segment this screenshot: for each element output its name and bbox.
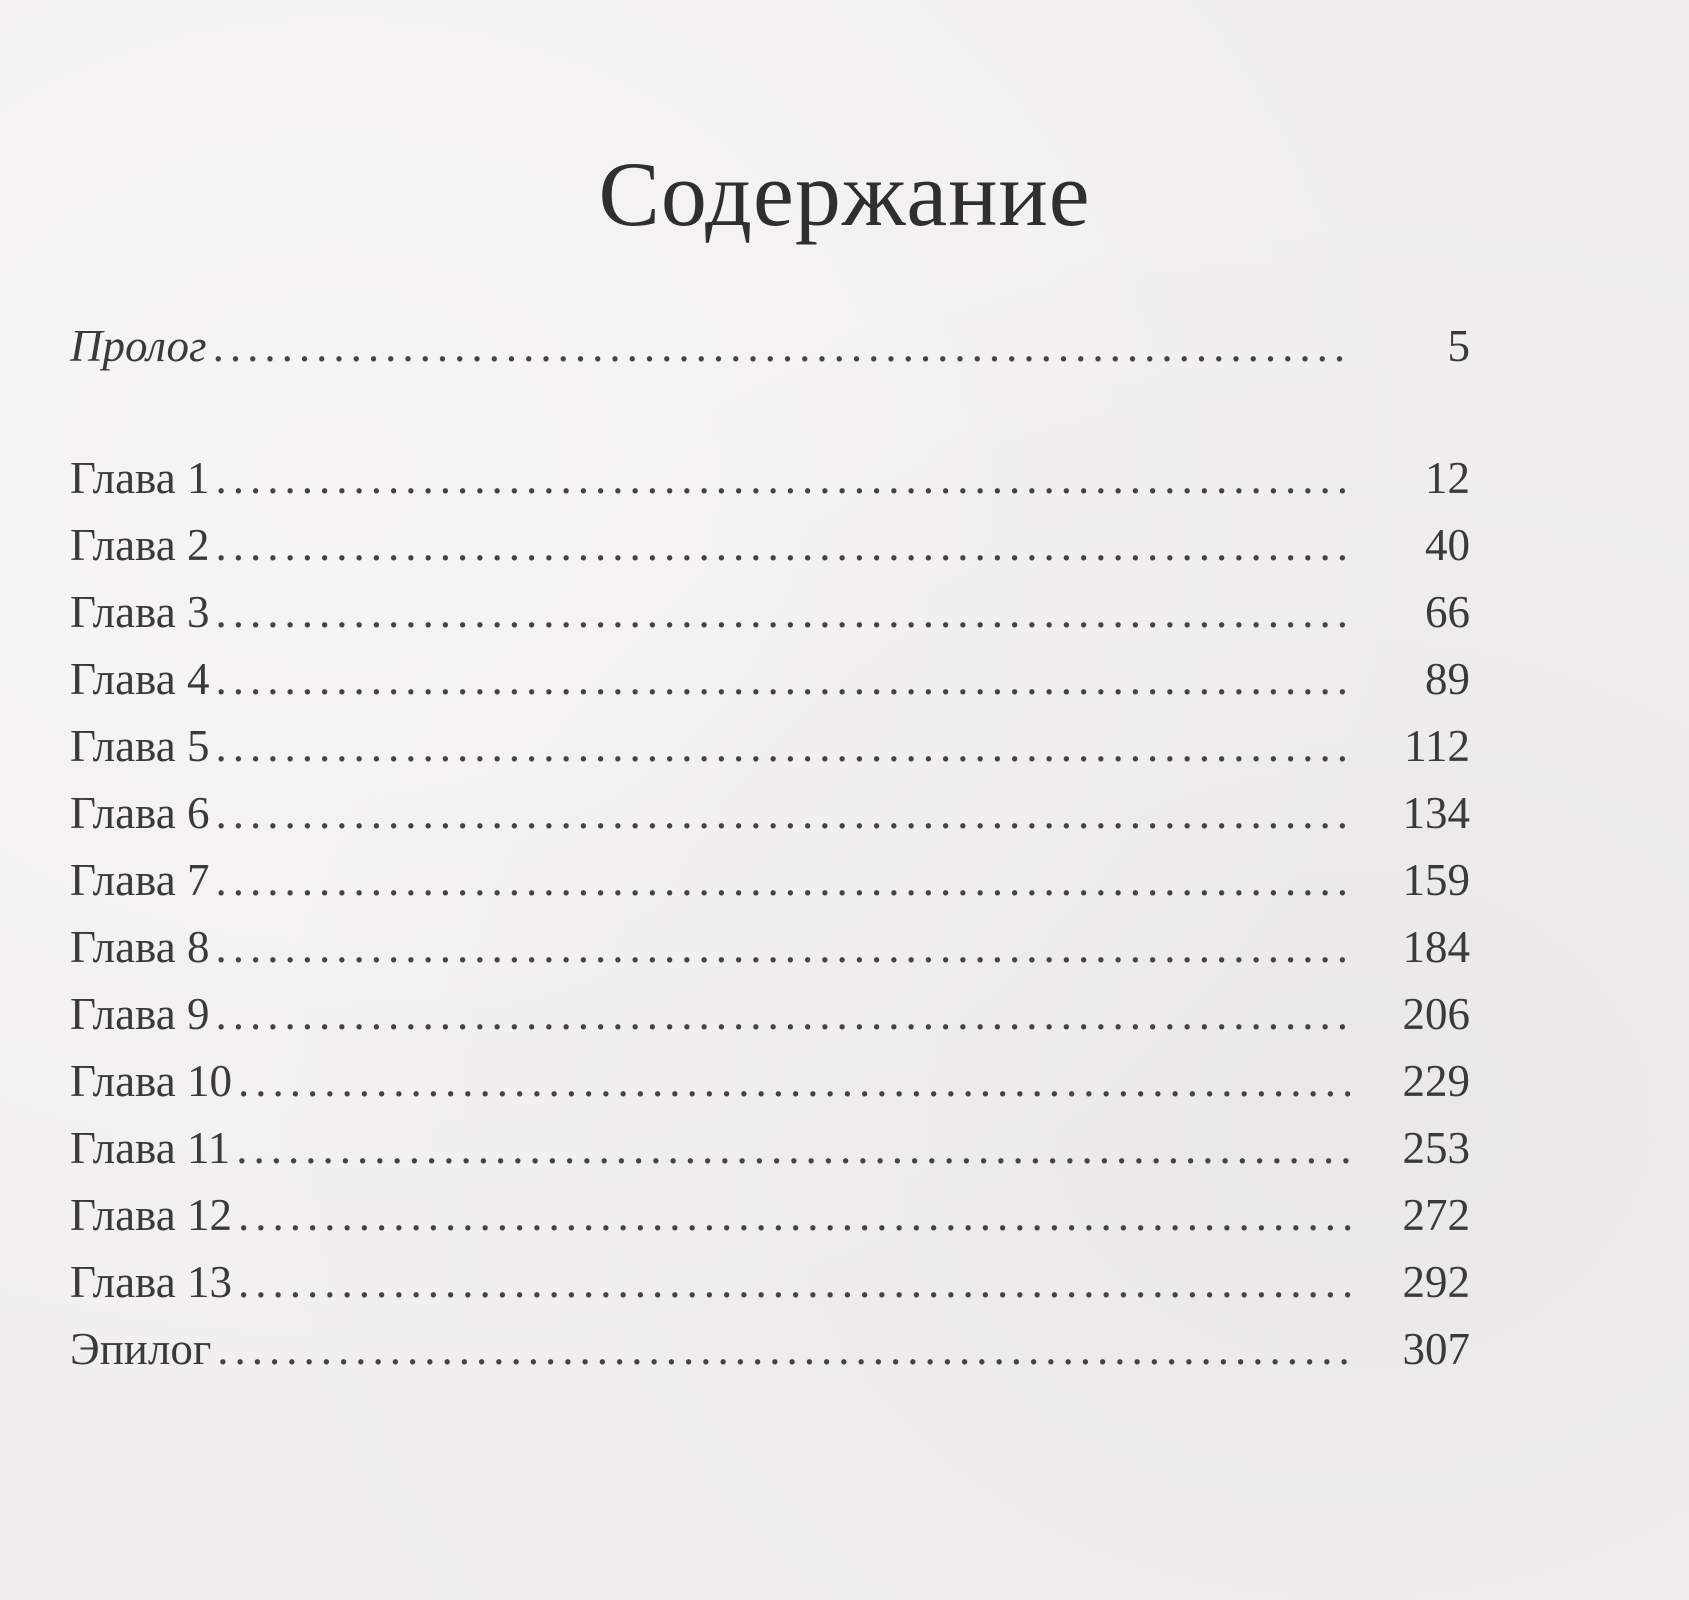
leader-dots [215,854,1352,906]
toc-entry-label: Глава 1 [70,453,210,503]
toc-entry-label: Глава 11 [70,1123,231,1173]
toc-entry-page: 307 [1402,1324,1470,1374]
toc-entry-chapter-9 [70,988,1470,1048]
page-title: Содержание [598,143,1091,245]
leader-dots [215,653,1352,705]
toc-entry-page: 184 [1402,922,1470,972]
toc-entry-page: 229 [1402,1056,1470,1106]
toc-entry-chapter-11 [70,1122,1470,1182]
toc-entry-page: 206 [1402,989,1470,1039]
toc-entry-page: 112 [1404,721,1470,771]
toc-entry-label: Глава 13 [70,1257,232,1307]
toc-entry-chapter-8 [70,921,1470,981]
leader-dots [217,1323,1352,1375]
leader-dots [238,1055,1352,1107]
toc-entry-chapter-7 [70,854,1470,914]
toc-entry-label: Глава 6 [70,788,210,838]
leader-dots [238,1189,1352,1241]
toc-entry-chapter-10 [70,1055,1470,1115]
toc-entry-page: 253 [1402,1123,1470,1173]
toc-entry-label: Глава 8 [70,922,210,972]
toc-entry-prologue [70,320,1470,380]
toc-entry-page: 12 [1425,453,1470,503]
toc-entry-chapter-12 [70,1189,1470,1249]
toc-entry-label: Пролог [70,321,207,371]
toc-entry-page: 272 [1402,1190,1470,1240]
leader-dots [238,1256,1352,1308]
toc-entry-label: Глава 4 [70,654,210,704]
toc-entry-chapter-1 [70,452,1470,512]
toc-entry-page: 89 [1425,654,1470,704]
toc-entry-label: Глава 9 [70,989,210,1039]
toc-entry-label: Глава 3 [70,587,210,637]
toc-entry-label: Глава 7 [70,855,210,905]
leader-dots [215,720,1352,772]
toc-entry-label: Глава 2 [70,520,210,570]
toc-entry-chapter-5 [70,720,1470,780]
leader-dots [215,988,1352,1040]
toc-entry-label: Глава 10 [70,1056,232,1106]
toc-entry-page: 134 [1402,788,1470,838]
toc-entry-label: Глава 5 [70,721,210,771]
leader-dots [215,452,1352,504]
toc-entry-label: Эпилог [70,1324,212,1374]
toc-entry-chapter-3 [70,586,1470,646]
toc-entry-chapter-4 [70,653,1470,713]
leader-dots [236,1122,1352,1174]
toc-entry-page: 292 [1402,1257,1470,1307]
toc-entry-chapter-2 [70,519,1470,579]
toc-entry-page: 5 [1447,321,1470,371]
leader-dots [215,519,1352,571]
toc-entry-chapter-6 [70,787,1470,847]
toc-entry-epilogue [70,1323,1470,1383]
toc-entry-page: 40 [1425,520,1470,570]
leader-dots [215,586,1352,638]
leader-dots [215,921,1352,973]
toc-entry-chapter-13 [70,1256,1470,1316]
leader-dots [213,320,1352,372]
toc-entry-page: 159 [1402,855,1470,905]
leader-dots [215,787,1352,839]
toc-entry-page: 66 [1425,587,1470,637]
toc-entry-label: Глава 12 [70,1190,232,1240]
